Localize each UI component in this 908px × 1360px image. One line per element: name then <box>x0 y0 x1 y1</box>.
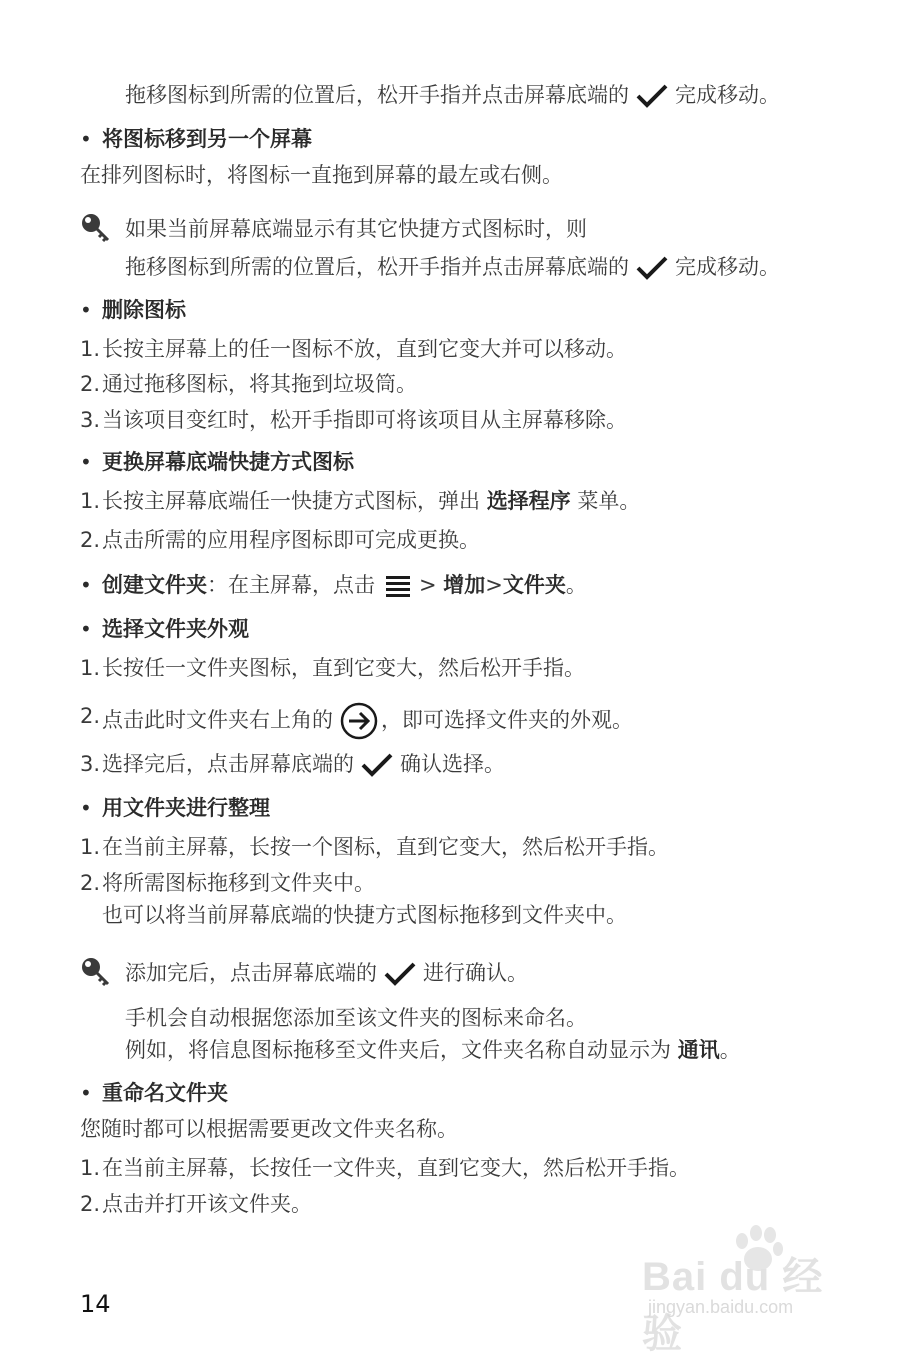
section-heading-organize: 用文件夹进行整理 <box>102 796 270 820</box>
step-text <box>102 749 505 779</box>
step-text: 长按主屏幕上的任一图标不放，直到它变大并可以移动。 <box>102 337 627 361</box>
step-number: 2. <box>80 704 101 728</box>
section-heading-create: 创建文件夹 <box>102 573 207 597</box>
checkmark-icon <box>383 961 417 987</box>
step-text: 在当前主屏幕，长按一个图标，直到它变大，然后松开手指。 <box>102 835 669 859</box>
text-segment: ，即可选择文件夹的外观。 <box>381 708 633 732</box>
text-segment: 确认选择。 <box>400 752 505 776</box>
step-text <box>102 486 640 516</box>
note-line: 手机会自动根据您添加至该文件夹的图标来命名。 <box>125 1006 587 1030</box>
step-text: 点击并打开该文件夹。 <box>102 1192 312 1216</box>
step-number: 1. <box>80 1156 101 1180</box>
text-segment: 完成移动。 <box>675 255 780 279</box>
text-segment: 完成移动。 <box>675 83 780 107</box>
step-number: 2. <box>80 1192 101 1216</box>
step-number: 3. <box>80 752 101 776</box>
step-number: 2. <box>80 871 101 895</box>
bullet: • <box>80 127 92 151</box>
menu-icon <box>385 575 411 597</box>
step-text: 将所需图标拖移到文件夹中。 <box>102 871 375 895</box>
bullet: • <box>80 796 92 820</box>
bullet: • <box>80 298 92 322</box>
section-heading-delete: 删除图标 <box>102 298 186 322</box>
watermark-brand: Bai du 经验 <box>642 1255 824 1356</box>
section-heading-replace: 更换屏幕底端快捷方式图标 <box>102 450 354 474</box>
folder-name-example: 通讯 <box>677 1038 720 1062</box>
text-segment: 选择完后，点击屏幕底端的 <box>102 752 354 776</box>
bullet: • <box>80 617 92 641</box>
menu-path-add: 增加 <box>443 573 486 597</box>
step-text: 在当前主屏幕，长按任一文件夹，直到它变大，然后松开手指。 <box>102 1156 690 1180</box>
page-number: 14 <box>80 1290 111 1318</box>
text-segment: > <box>485 573 503 597</box>
bullet: • <box>80 450 92 474</box>
menu-name: 选择程序 <box>486 489 571 513</box>
bullet: • <box>80 1081 92 1105</box>
step-number: 1. <box>80 489 101 513</box>
text-segment: 添加完后，点击屏幕底端的 <box>125 961 377 985</box>
step-number: 2. <box>80 372 101 396</box>
text-segment: 进行确认。 <box>423 961 528 985</box>
step-number: 3. <box>80 408 101 432</box>
note-line <box>125 252 780 282</box>
watermark <box>640 1225 860 1356</box>
bullet: • <box>80 573 92 597</box>
step-text: 通过拖移图标，将其拖到垃圾筒。 <box>102 372 417 396</box>
text-segment: 。 <box>565 573 587 597</box>
step-text: 长按任一文件夹图标，直到它变大，然后松开手指。 <box>102 656 585 680</box>
step-number: 1. <box>80 337 101 361</box>
menu-path-folder: 文件夹 <box>502 573 566 597</box>
note-key-icon <box>80 212 112 244</box>
step-text: 当该项目变红时，松开手指即可将该项目从主屏幕移除。 <box>102 408 627 432</box>
step-number: 2. <box>80 528 101 552</box>
step-text: 也可以将当前屏幕底端的快捷方式图标拖移到文件夹中。 <box>102 903 627 927</box>
text-line <box>125 80 780 110</box>
create-folder-line <box>102 570 587 600</box>
step-text <box>102 701 633 741</box>
paragraph: 您随时都可以根据需要更改文件夹名称。 <box>80 1117 458 1141</box>
checkmark-icon <box>360 752 394 778</box>
note-line <box>125 1035 741 1065</box>
text-segment: 例如，将信息图标拖移至文件夹后，文件夹名称自动显示为 <box>125 1038 671 1062</box>
checkmark-icon <box>635 83 669 109</box>
text-segment: ：在主屏幕，点击 <box>207 573 375 597</box>
note-line: 如果当前屏幕底端显示有其它快捷方式图标时，则 <box>125 217 587 241</box>
text-segment: 拖移图标到所需的位置后，松开手指并点击屏幕底端的 <box>125 83 629 107</box>
text-segment: 。 <box>719 1038 741 1062</box>
text-segment: > <box>419 573 437 597</box>
text-segment: 拖移图标到所需的位置后，松开手指并点击屏幕底端的 <box>125 255 629 279</box>
checkmark-icon <box>635 255 669 281</box>
step-number: 1. <box>80 835 101 859</box>
text-segment: 点击此时文件夹右上角的 <box>102 708 333 732</box>
text-segment: 菜单。 <box>577 489 641 513</box>
section-heading-rename: 重命名文件夹 <box>102 1081 228 1105</box>
note-line <box>125 958 528 988</box>
section-heading-move: 将图标移到另一个屏幕 <box>102 127 312 151</box>
paragraph: 在排列图标时，将图标一直拖到屏幕的最左或右侧。 <box>80 163 563 187</box>
section-heading-look: 选择文件夹外观 <box>102 617 249 641</box>
step-text: 点击所需的应用程序图标即可完成更换。 <box>102 528 480 552</box>
arrow-circle-icon <box>339 701 379 741</box>
watermark-url: jingyan.baidu.com <box>648 1297 794 1317</box>
text-segment: 长按主屏幕底端任一快捷方式图标，弹出 <box>102 489 480 513</box>
step-number: 1. <box>80 656 101 680</box>
note-key-icon <box>80 956 112 988</box>
